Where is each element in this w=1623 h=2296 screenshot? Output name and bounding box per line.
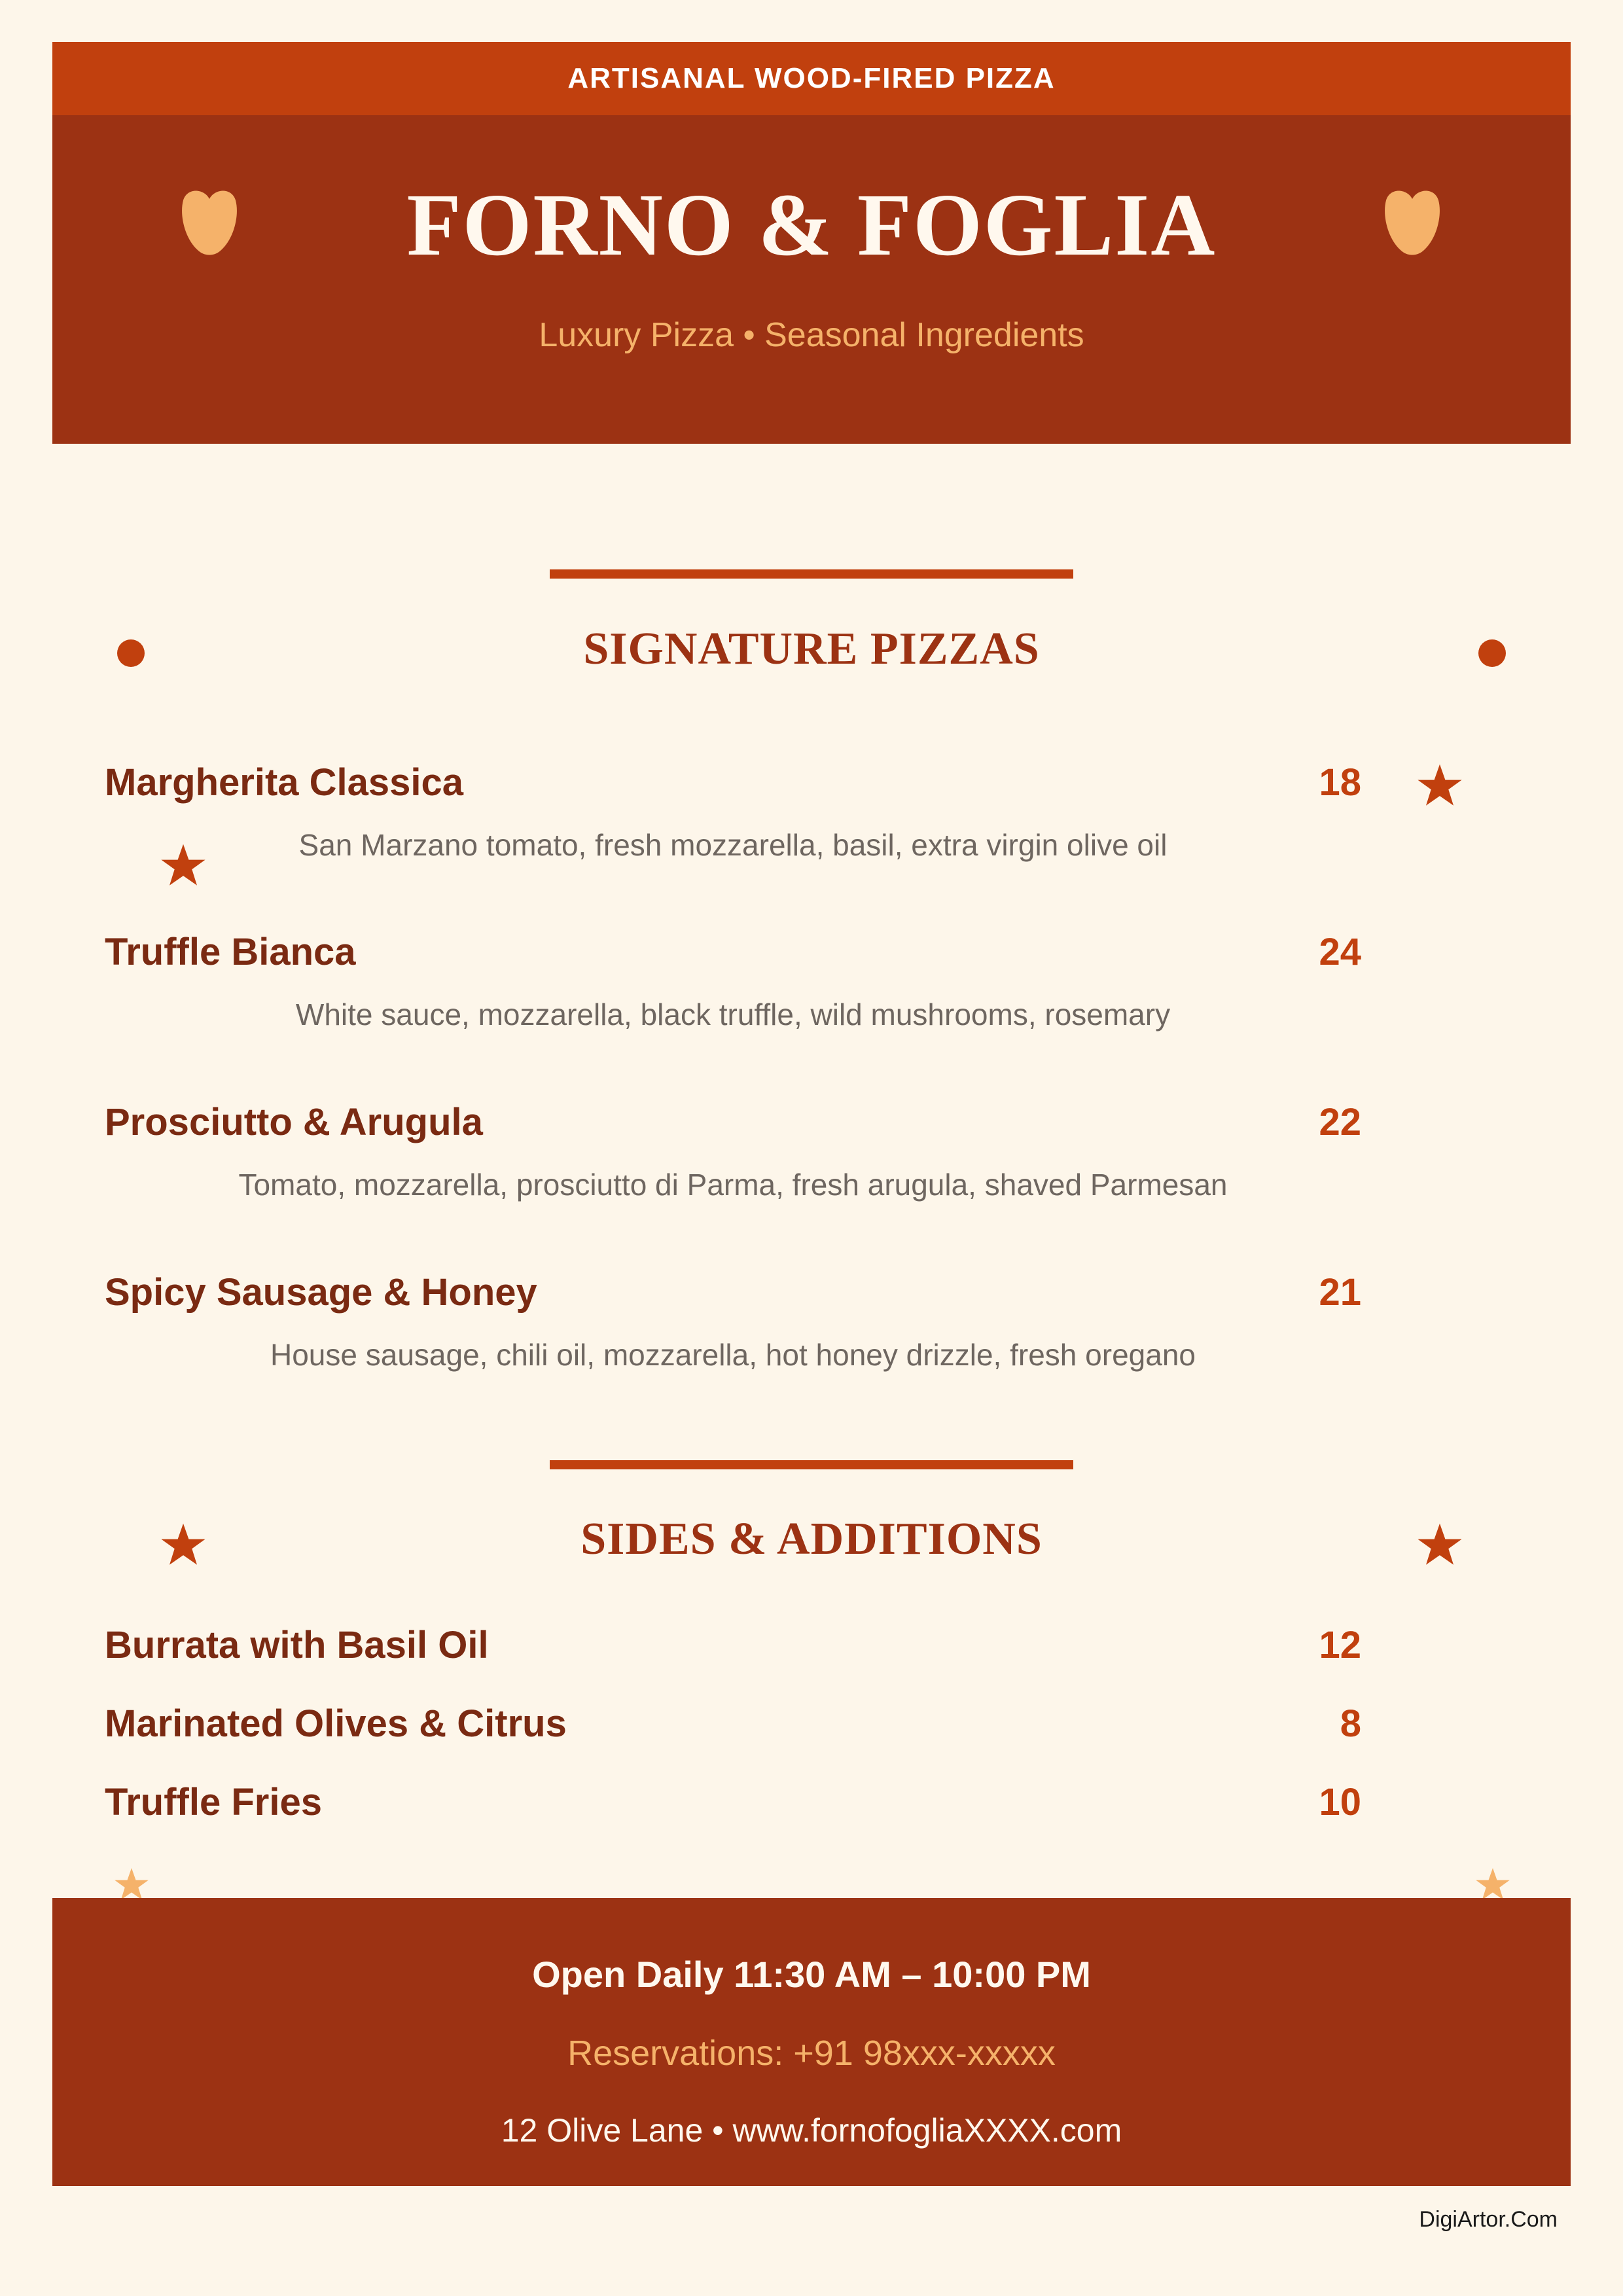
- item-name: Marinated Olives & Citrus: [105, 1702, 567, 1745]
- item-price: 24: [1319, 931, 1361, 973]
- section-divider: [550, 1460, 1073, 1469]
- item-price: 8: [1340, 1702, 1361, 1745]
- star-icon: [1475, 1867, 1510, 1902]
- footer: [52, 1898, 1571, 2186]
- section-divider: [550, 569, 1073, 579]
- opening-hours: Open Daily 11:30 AM – 10:00 PM: [532, 1954, 1091, 1995]
- item-description: White sauce, mozzarella, black truffle, wild mushrooms, rosemary: [295, 997, 1171, 1031]
- item-description: Tomato, mozzarella, prosciutto di Parma, fresh arugula, shaved Parmesan: [238, 1168, 1228, 1202]
- item-price: 21: [1319, 1271, 1361, 1314]
- item-name: Margherita Classica: [105, 761, 464, 804]
- item-price: 18: [1319, 761, 1361, 804]
- item-name: Burrata with Basil Oil: [105, 1624, 489, 1666]
- item-price: 22: [1319, 1101, 1361, 1143]
- address: 12 Olive Lane • www.fornofogliaXXXX.com: [501, 2112, 1122, 2149]
- item-price: 10: [1319, 1781, 1361, 1823]
- item-name: Prosciutto & Arugula: [105, 1101, 483, 1143]
- item-name: Truffle Bianca: [105, 931, 356, 973]
- item-description: House sausage, chili oil, mozzarella, hot honey drizzle, fresh oregano: [270, 1338, 1196, 1372]
- header: [52, 115, 1571, 444]
- item-price: 12: [1319, 1624, 1361, 1666]
- tagline: Luxury Pizza • Seasonal Ingredients: [539, 316, 1084, 354]
- item-name: Spicy Sausage & Honey: [105, 1271, 537, 1314]
- reservations: Reservations: +91 98xxx-xxxxx: [567, 2034, 1056, 2073]
- section-title-sides: SIDES & ADDITIONS: [580, 1514, 1043, 1564]
- star-icon: [114, 1867, 149, 1902]
- section-title-pizzas: SIGNATURE PIZZAS: [583, 624, 1040, 674]
- banner-text: ARTISANAL WOOD-FIRED PIZZA: [567, 62, 1056, 94]
- restaurant-name: FORNO & FOGLIA: [406, 176, 1217, 274]
- leaf-icon: [1381, 186, 1444, 258]
- credit: DigiArtor.Com: [1419, 2207, 1558, 2232]
- item-name: Truffle Fries: [105, 1781, 322, 1823]
- item-description: San Marzano tomato, fresh mozzarella, basil, extra virgin olive oil: [298, 828, 1168, 862]
- star-icon: [1417, 762, 1463, 808]
- top-banner: [52, 42, 1571, 115]
